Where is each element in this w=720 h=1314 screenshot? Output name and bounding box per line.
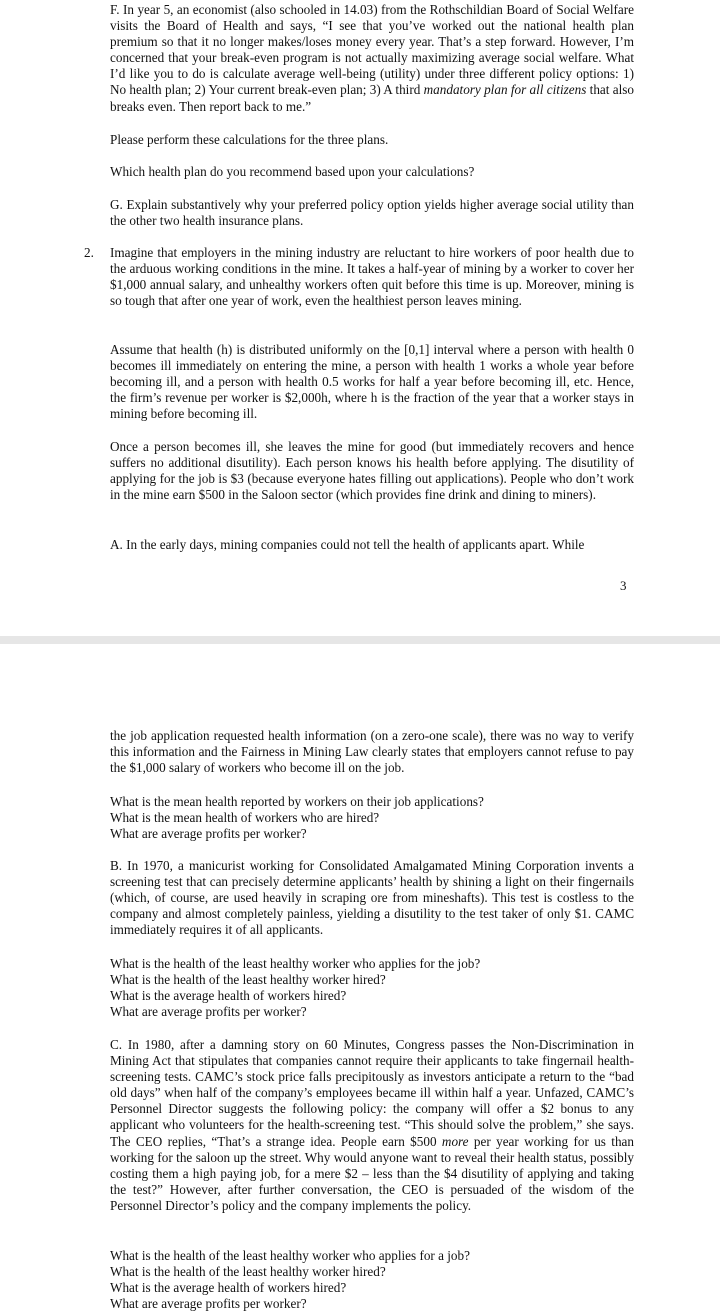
page-4 <box>0 644 720 1314</box>
question-line: What is the health of the least healthy worker who applies for the job? <box>110 956 481 971</box>
page-separator <box>0 636 720 644</box>
questions-b <box>110 956 634 1020</box>
page-3 <box>0 0 720 636</box>
questions-c <box>110 1248 634 1312</box>
recommend-question: Which health plan do you recommend based upon your calculations? <box>110 164 475 179</box>
question-line: What is the average health of workers hired? <box>110 988 347 1004</box>
question-line: What are average profits per worker? <box>110 1004 307 1020</box>
question-line: What are average profits per worker? <box>110 826 307 842</box>
once-ill-paragraph: Once a person becomes ill, she leaves the mine for good (but immediately recovers and hence suffers no additional disutility). Each person knows his health before applying. The disutility of applying for the job is $3 (because everyone hates filling out applications). People who don’t work in the mine earn $500 in the Saloon sector (which provides fine drink and dining to miners). <box>110 439 634 503</box>
perform-instruction: Please perform these calculations for the three plans. <box>110 132 389 147</box>
question-line: What is the health of the least healthy worker hired? <box>110 1264 386 1280</box>
paragraph-a-continued: the job application requested health information (on a zero-one scale), there was no way to verify this information and the Fairness in Mining Law clearly states that employers cannot refuse to pay the $1,000 salary of workers who become ill on the job. <box>110 728 634 776</box>
question-line: What are average profits per worker? <box>110 1296 307 1312</box>
paragraph-c: C. In 1980, after a damning story on 60 Minutes, Congress passes the Non-Discrimination in Mining Act that stipulates that companies cannot require their applicants to take fingernail health-screening tests. CAMC’s stock price falls precipitously as investors anticipate a return to the “bad old days” when half of the company’s employees became ill within half a year. Unfazed, CAMC’s Personnel Director suggests the following policy: the company will offer a $2 bonus to any applicant who volunteers for the health-screening test. “This should solve the problem,” she says. The CEO replies, “That’s a strange idea. People earn $500 more per year working for us than working for the saloon up the street. Why would anyone want to reveal their health status, possibly costing them a high paying job, for a mere $2 – less than the $4 disutility of applying and taking the test?” However, after further conversation, the CEO is persuaded of the wisdom of the Personnel Director’s policy and the company implements the policy. <box>110 1037 635 1213</box>
question-line: What is the average health of workers hired? <box>110 1280 347 1296</box>
question-line: What is the mean health reported by workers on their job applications? <box>110 794 484 809</box>
paragraph-f: F. In year 5, an economist (also schooled in 14.03) from the Rothschildian Board of Social Welfare visits the Board of Health and says, “I see that you’ve worked out the national health plan premium so that it no longer makes/loses money every year. That’s a step forward. However, I’m concerned that your break-even program is not actually maximizing average social welfare. What I’d like you to do is calculate average well-being (utility) under three different policy options: 1) No health plan; 2) Your current break-even plan; 3) A third mandatory plan for all citizens that also breaks even. Then report back to me.” <box>110 2 634 114</box>
question-line: What is the mean health of workers who are hired? <box>110 810 380 826</box>
question-line: What is the health of the least healthy worker who applies for a job? <box>110 1248 470 1263</box>
paragraph-a-start: A. In the early days, mining companies could not tell the health of applicants apart. While <box>110 537 585 552</box>
paragraph-g: G. Explain substantively why your preferred policy option yields higher average social utility than the other two health insurance plans. <box>110 197 634 229</box>
questions-a <box>110 794 634 842</box>
paragraph-b: B. In 1970, a manicurist working for Consolidated Amalgamated Mining Corporation invents a screening test that can precisely determine applicants’ health by shining a light on their fingernails (which, of course, are used heavily in scraping ore from mineshafts). This test is costless to the company and almost completely painless, yielding a disutility to the test taker of only $1. CAMC immediately requires it of all applicants. <box>110 858 634 938</box>
question-number: 2. <box>84 245 94 260</box>
question-line: What is the health of the least healthy worker hired? <box>110 972 386 988</box>
question-2-intro: 2. Imagine that employers in the mining industry are reluctant to hire workers of poor health due to the arduous working conditions in the mine. It takes a half-year of mining by a worker to cover her $1,000 annual salary, and unhealthy workers often quit before this time is up. Moreover, mining is so tough that after one year of work, even the healthiest person leaves mining. <box>84 245 634 309</box>
page-number: 3 <box>620 578 627 593</box>
assumption-paragraph: Assume that health (h) is distributed uniformly on the [0,1] interval where a person with health 0 becomes ill immediately on entering the mine, a person with health 1 works a whole year before becoming ill, and a person with health 0.5 works for half a year before becoming ill, etc. Hence, the firm’s revenue per worker is $2,000h, where h is the fraction of the year that a worker stays in mining before becoming ill. <box>110 342 634 422</box>
